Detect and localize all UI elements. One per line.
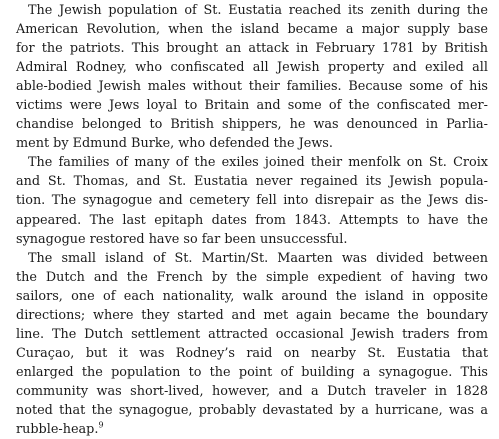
text-line: The Jewish population of St. Eustatia reached its zenith during the bbox=[28, 3, 488, 18]
text-line: the Dutch and the French by the simple expedient of having two bbox=[16, 269, 488, 285]
text-line-final bbox=[16, 420, 488, 439]
text-line: Admiral Rodney, who confiscated all Jewish property and exiled all bbox=[16, 60, 488, 76]
text-line: sailors, one of each nationality, walk around the island in opposite bbox=[16, 288, 488, 304]
text-line: tion. The synagogue and cemetery fell into disrepair as the Jews dis- bbox=[16, 193, 488, 209]
text-line: enlarged the population to the point of building a synagogue. This bbox=[16, 364, 488, 380]
text-line: synagogue restored have so far been unsuccessful. bbox=[16, 231, 348, 247]
paragraph-exiles-families bbox=[16, 153, 488, 248]
text-line: Curaçao, but it was Rodney’s raid on nearby St. Eustatia that bbox=[16, 345, 488, 361]
text-line: The small island of St. Martin/St. Maarten was divided between bbox=[28, 250, 488, 266]
footnote-marker[interactable]: 9 bbox=[98, 420, 104, 430]
text-line: American Revolution, when the island became a major supply base bbox=[16, 22, 488, 38]
document-page bbox=[16, 1, 488, 439]
paragraph-st-martin bbox=[16, 249, 488, 439]
text-line: The families of many of the exiles joined their menfolk on St. Croix bbox=[28, 155, 488, 171]
text-line: victims were Jews loyal to Britain and some of the confiscated mer- bbox=[16, 98, 488, 114]
text-line: community was short-lived, however, and a Dutch traveler in 1828 bbox=[16, 383, 488, 399]
text-line: line. The Dutch settlement attracted occasional Jewish traders from bbox=[16, 326, 488, 342]
text-line: and St. Thomas, and St. Eustatia never regained its Jewish popula- bbox=[16, 174, 488, 190]
text-line: able-bodied Jewish males without their families. Because some of his bbox=[16, 79, 488, 95]
text-line: chandise belonged to British shippers, he was denounced in Parlia- bbox=[16, 117, 488, 133]
text-line: noted that the synagogue, probably devastated by a hurricane, was a bbox=[16, 402, 488, 418]
paragraph-st-eustatia-revolution bbox=[16, 1, 488, 153]
text-line: appeared. The last epitaph dates from 1843. Attempts to have the bbox=[16, 212, 488, 228]
text-line: directions; where they started and met again became the boundary bbox=[16, 307, 488, 323]
text-line-content: rubble-heap. bbox=[16, 422, 99, 438]
text-line: ment by Edmund Burke, who defended the Jews. bbox=[16, 136, 333, 152]
text-line: for the patriots. This brought an attack in February 1781 by British bbox=[16, 41, 488, 57]
